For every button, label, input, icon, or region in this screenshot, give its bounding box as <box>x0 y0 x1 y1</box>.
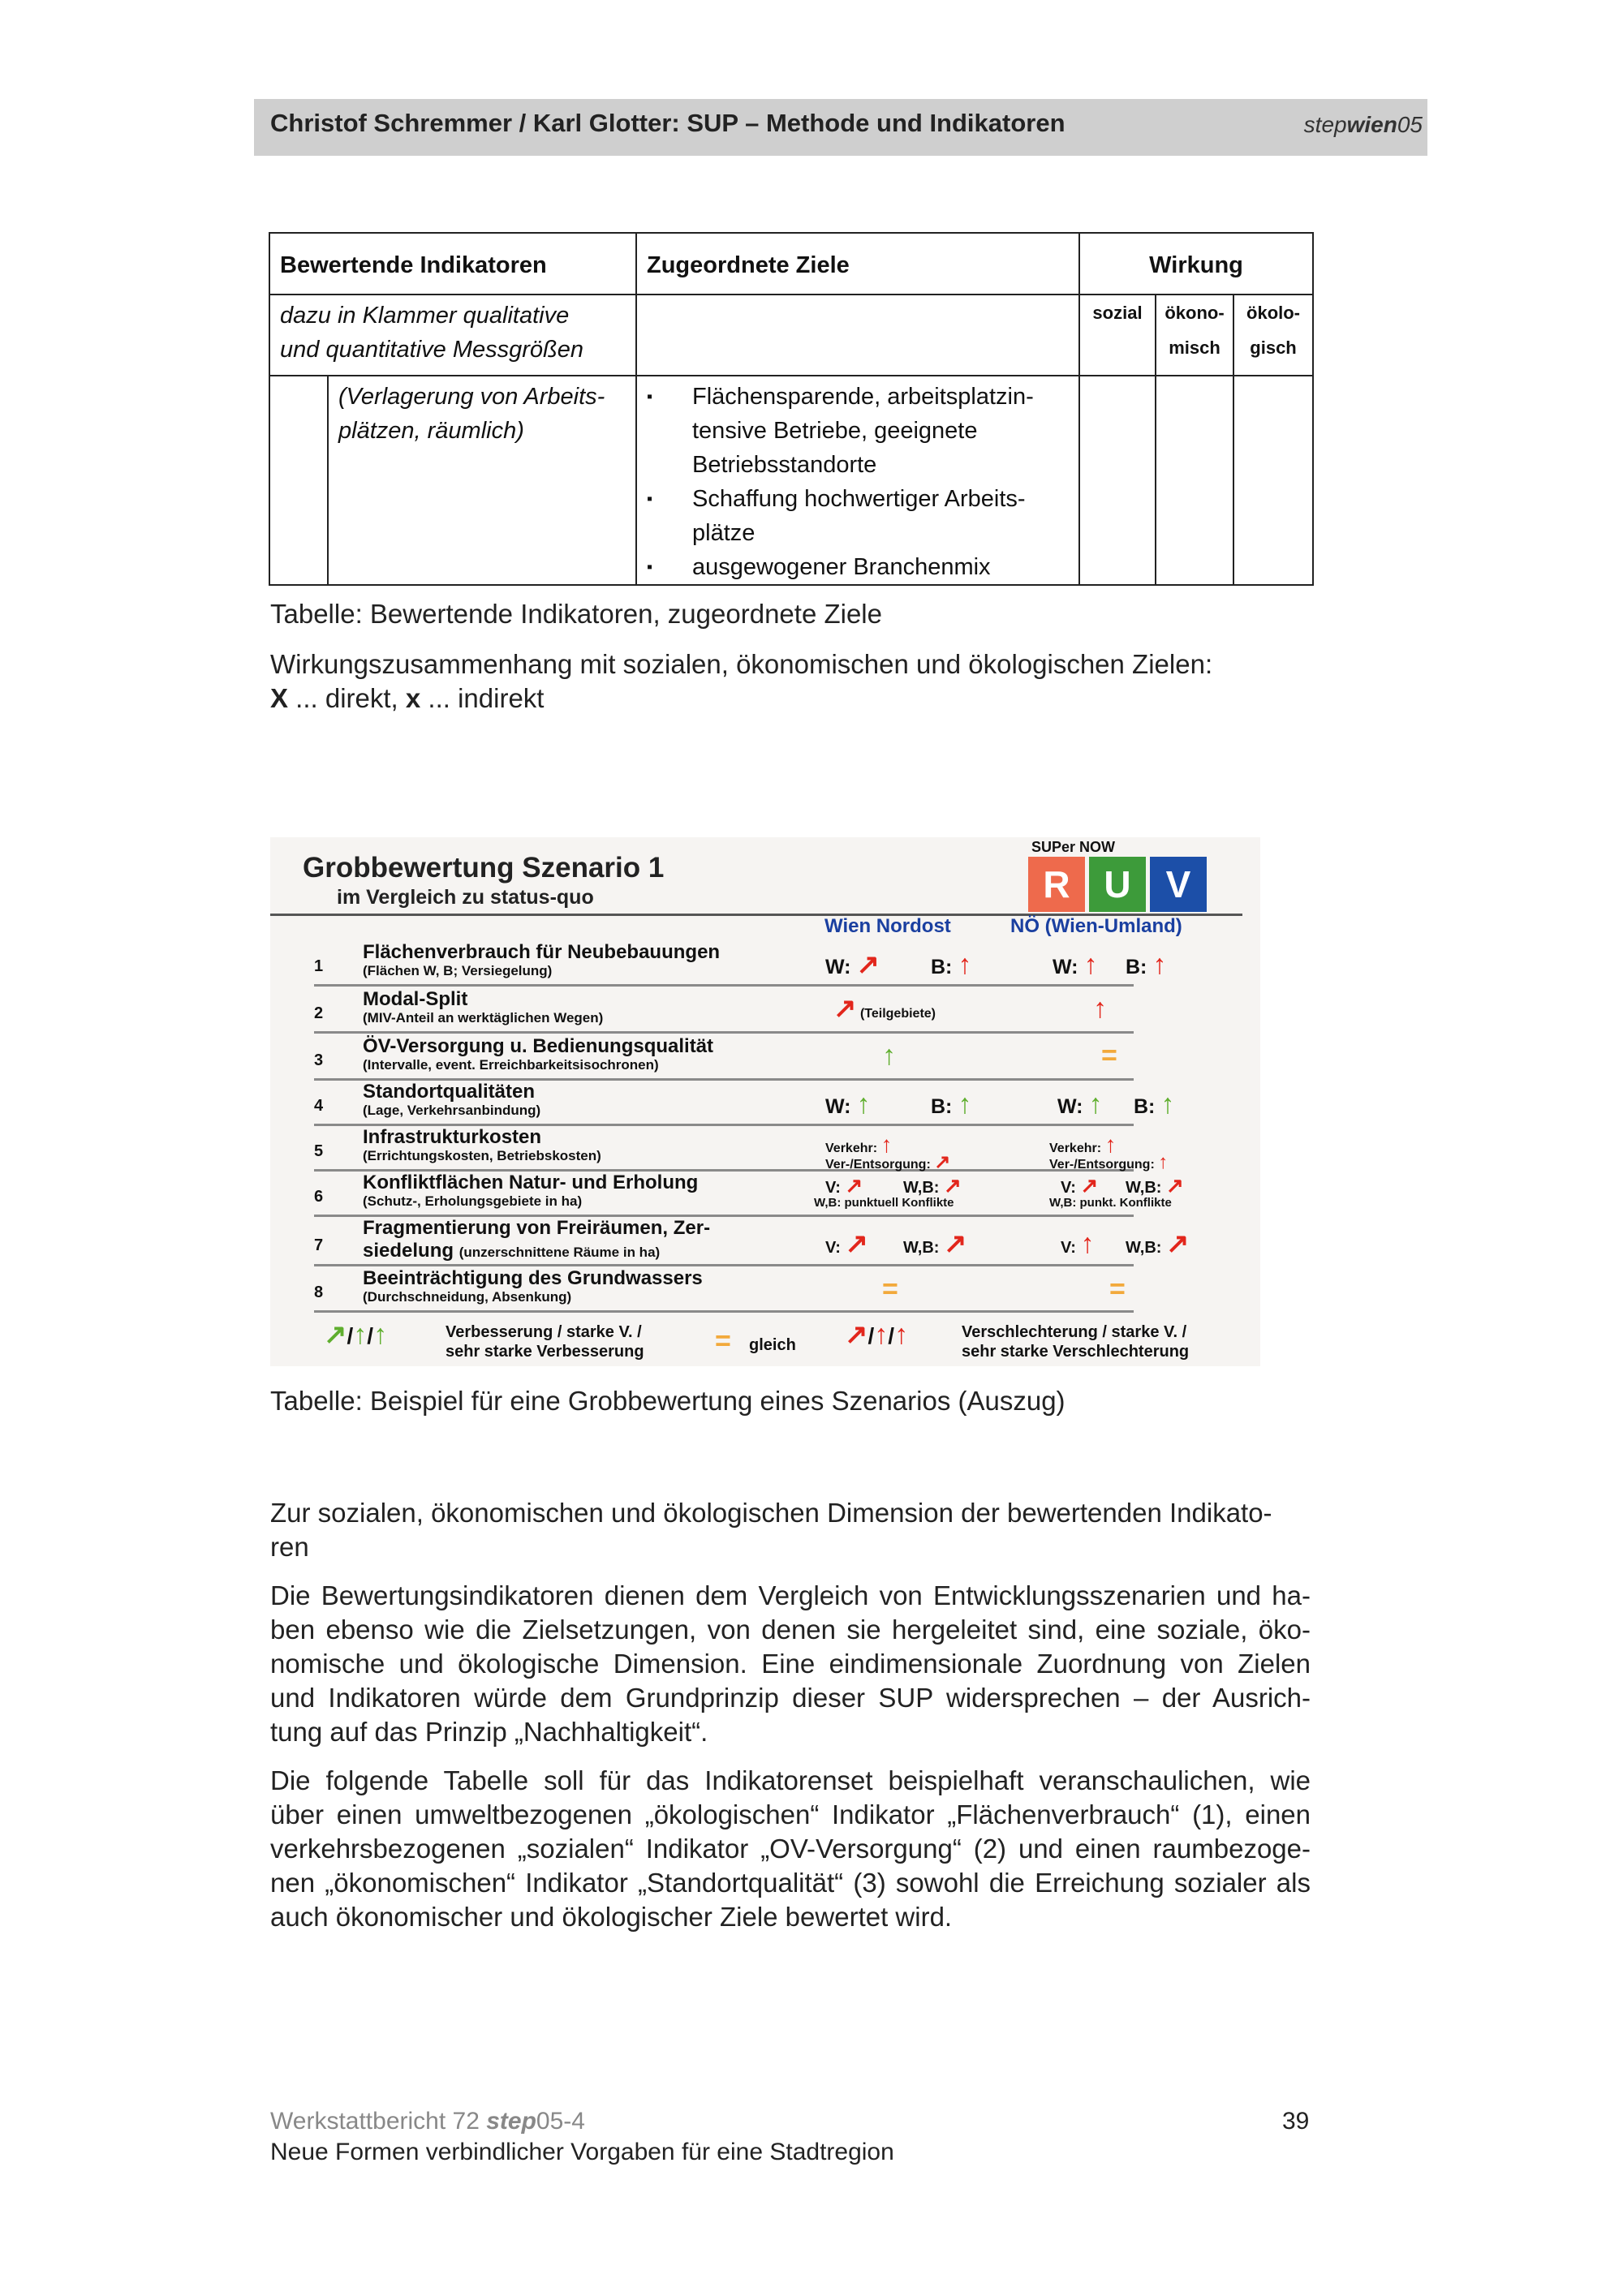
figure-row: 6 Konfliktflächen Natur- und Erholung (Schutz-, Erholungsgebiete in ha) V: ↗ W,B: ↗ W,B: punktuell Konflikte V: ↗ W,B: ↗ W,B: punkt. Konflikte <box>314 1170 1134 1217</box>
figure-row: 2 Modal-Split (MIV-Anteil an werktäglichen Wegen) ↗ (Teilgebiete) ↑ <box>314 987 1134 1034</box>
arrow-ne-icon: ↗ <box>324 1319 347 1350</box>
col-sozial: sozial <box>1079 295 1156 376</box>
page-header <box>254 99 1427 156</box>
goal-item: ▪ Schaffung hochwertiger Arbeits- plätze <box>637 482 1078 550</box>
figure-row: 3 ÖV-Versorgung u. Bedienungsqualität (Intervalle, event. Erreichbarkeitsisochronen) ↑ = <box>314 1034 1134 1081</box>
logo-text-step: step <box>1303 112 1347 137</box>
figure-row: 4 Standortqualitäten (Lage, Verkehrsanbindung) W: ↑ B: ↑ W: ↑ B: ↑ <box>314 1079 1134 1126</box>
row-sozial-empty <box>1079 376 1156 585</box>
goal-item: ▪ ausgewogener Branchenmix <box>637 550 1078 584</box>
arrow-up-icon: ↑ <box>874 1319 889 1350</box>
page-number: 39 <box>1282 2108 1310 2135</box>
paragraph-1: Die Bewertungsindikatoren dienen dem Vergleich von Entwicklungsszenarien und ha- ben ebenso wie die Zielsetzungen, von denen sie hergeleitet sind, eine soziale, öko- nomische und ökologische Dimension. Eine eindimensionale Zuordnung von Zielen und Indikatoren würde dem Grundprinzip dieser SUP widersprechen – der Ausrich- tung auf das Prinzip „Nachhaltigkeit“. <box>270 1580 1311 1747</box>
row-oekologisch-empty <box>1233 376 1313 585</box>
figure-subtitle: im Vergleich zu status-quo <box>337 886 594 909</box>
arrow-up-icon: ↑ <box>1080 1228 1095 1259</box>
arrow-ne-icon: ↗ <box>1166 1173 1184 1197</box>
arrow-up-icon: ↑ <box>882 1040 896 1071</box>
arrow-up-icon: ↑ <box>1152 949 1167 980</box>
header-indicators: Bewertende Indikatoren <box>269 233 636 295</box>
col-oekologisch: ökolo- gisch <box>1233 295 1313 376</box>
legend-worse-line1: Verschlechterung / starke V. / <box>962 1323 1187 1341</box>
header-title: Christof Schremmer / Karl Glotter: SUP – Methode und Indikatoren <box>270 109 1065 137</box>
col-wien-nordost: Wien Nordost <box>824 915 951 937</box>
super-now-label: SUPer NOW <box>1031 839 1116 855</box>
arrow-ne-icon: ↗ <box>944 1228 967 1259</box>
arrow-up-icon: ↑ <box>880 1132 893 1157</box>
stepwien-logo <box>1303 109 1423 146</box>
arrow-up-icon: ↑ <box>1083 949 1098 980</box>
col-oekonomisch: ökono- misch <box>1156 295 1233 376</box>
equal-icon: = <box>882 1274 898 1305</box>
arrow-up-icon: ↑ <box>353 1319 368 1350</box>
arrow-up-icon: ↑ <box>1088 1089 1103 1120</box>
ruv-badge <box>1028 857 1208 912</box>
legend-worse-icons: ↗/↑/↑ <box>845 1319 909 1350</box>
goal-item: ▪ Flächensparende, arbeitsplatzin- tensive Betriebe, geeignete Betriebsstandorte <box>637 380 1078 482</box>
arrow-up-icon: ↑ <box>1104 1132 1117 1157</box>
legend-equal-icon: = <box>715 1326 731 1357</box>
paragraph-2: Die folgende Tabelle soll für das Indikatorenset beispielhaft veranschaulichen, wie über einen umweltbezogenen „ökologischen“ Indikator „Flächenverbrauch“ (1), einen verkehrsbezogenen „sozialen“ Indikator „OV-Versorgung“ (2) und einen raumbezoge- nen „ökonomischen“ Indikator „Standortqualität“ (3) sowohl die Erreichung sozialer als auch ökonomischer und ökologischer Ziele bewertet wird. <box>270 1765 1311 1932</box>
legend-equal-label: gleich <box>749 1336 796 1354</box>
arrow-ne-icon: ↗ <box>944 1173 962 1197</box>
legend-improve-line2: sehr starke Verbesserung <box>446 1343 644 1361</box>
logo-text-05: 05 <box>1397 112 1423 137</box>
scenario-figure <box>270 837 1260 1366</box>
section-heading: Zur sozialen, ökonomischen und ökologischen Dimension der bewertenden Indikato- ren <box>270 1498 1272 1562</box>
footer-subtitle: Neue Formen verbindlicher Vorgaben für eine Stadtregion <box>270 2139 894 2165</box>
figure-title: Grobbewertung Szenario 1 <box>303 852 665 884</box>
header-wirkung: Wirkung <box>1079 233 1313 295</box>
ruv-r: R <box>1028 857 1085 912</box>
arrow-up-icon: ↑ <box>894 1319 909 1350</box>
figure-row: 1 Flächenverbrauch für Neubebauungen (Flächen W, B; Versiegelung) W: ↗ B: ↑ W: ↑ B: ↑ <box>314 939 1134 987</box>
arrow-ne-icon: ↗ <box>845 1319 868 1350</box>
subheader-line2: und quantitative Messgrößen <box>280 337 583 363</box>
arrow-up-icon: ↑ <box>958 949 972 980</box>
legend-improve-icons: ↗/↑/↑ <box>324 1319 388 1350</box>
caption-figure: Tabelle: Beispiel für eine Grobbewertung eines Szenarios (Auszug) <box>270 1386 1065 1416</box>
caption-table1: Tabelle: Bewertende Indikatoren, zugeordnete Ziele <box>270 599 882 629</box>
row-indicator: (Verlagerung von Arbeits- plätzen, räumlich) <box>328 376 636 585</box>
row-blank-cell <box>269 376 328 585</box>
arrow-ne-icon: ↗ <box>934 1151 951 1173</box>
col-noe-umland: NÖ (Wien-Umland) <box>1010 915 1182 937</box>
arrow-ne-icon: ↗ <box>1080 1173 1099 1197</box>
effect-legend: X ... direkt, x ... indirekt <box>270 683 545 713</box>
effect-line: Wirkungszusammenhang mit sozialen, ökonomischen und ökologischen Zielen: <box>270 649 1213 679</box>
legend-worse-line2: sehr starke Verschlechterung <box>962 1343 1190 1361</box>
arrow-up-icon: ↑ <box>1093 993 1107 1024</box>
arrow-ne-icon: ↗ <box>833 993 857 1024</box>
figure-row: 8 Beeinträchtigung des Grundwassers (Durchschneidung, Absenkung) = = <box>314 1266 1134 1313</box>
arrow-ne-icon: ↗ <box>845 1228 868 1259</box>
arrow-up-icon: ↑ <box>958 1089 972 1120</box>
row-goals <box>636 376 1079 585</box>
legend-improve-line1: Verbesserung / starke V. / <box>446 1323 642 1341</box>
header-goals: Zugeordnete Ziele <box>636 233 1079 295</box>
ruv-v: V <box>1150 857 1207 912</box>
equal-icon: = <box>1109 1274 1126 1305</box>
logo-text-wien: wien <box>1346 112 1397 137</box>
arrow-ne-icon: ↗ <box>856 949 880 980</box>
indicator-table <box>269 232 1314 586</box>
subheader-line1: dazu in Klammer qualitative <box>280 303 570 329</box>
subheader-goals-empty <box>636 295 1079 376</box>
arrow-up-icon: ↑ <box>1160 1089 1175 1120</box>
subheader-measures <box>269 295 636 376</box>
arrow-up-icon: ↑ <box>856 1089 871 1120</box>
arrow-up-icon: ↑ <box>373 1319 388 1350</box>
arrow-ne-icon: ↗ <box>1166 1228 1190 1259</box>
figure-row: 7 Fragmentierung von Freiräumen, Zer- siedelung (unzerschnittene Räume in ha) V: ↗ W,B: ↗ V: ↑ W,B: ↗ <box>314 1215 1134 1266</box>
figure-row: 5 Infrastrukturkosten (Errichtungskosten, Betriebskosten) Verkehr: ↑ Ver-/Entsorgung: ↗ Verkehr: ↑ Ver-/Entsorgung: ↑ <box>314 1126 1169 1173</box>
ruv-u: U <box>1089 857 1146 912</box>
row-oekonomisch-empty <box>1156 376 1233 585</box>
arrow-up-icon: ↑ <box>1158 1151 1169 1173</box>
equal-icon: = <box>1101 1040 1117 1071</box>
footer-report: Werkstattbericht 72 step05-4 <box>270 2108 585 2135</box>
arrow-ne-icon: ↗ <box>845 1173 863 1197</box>
